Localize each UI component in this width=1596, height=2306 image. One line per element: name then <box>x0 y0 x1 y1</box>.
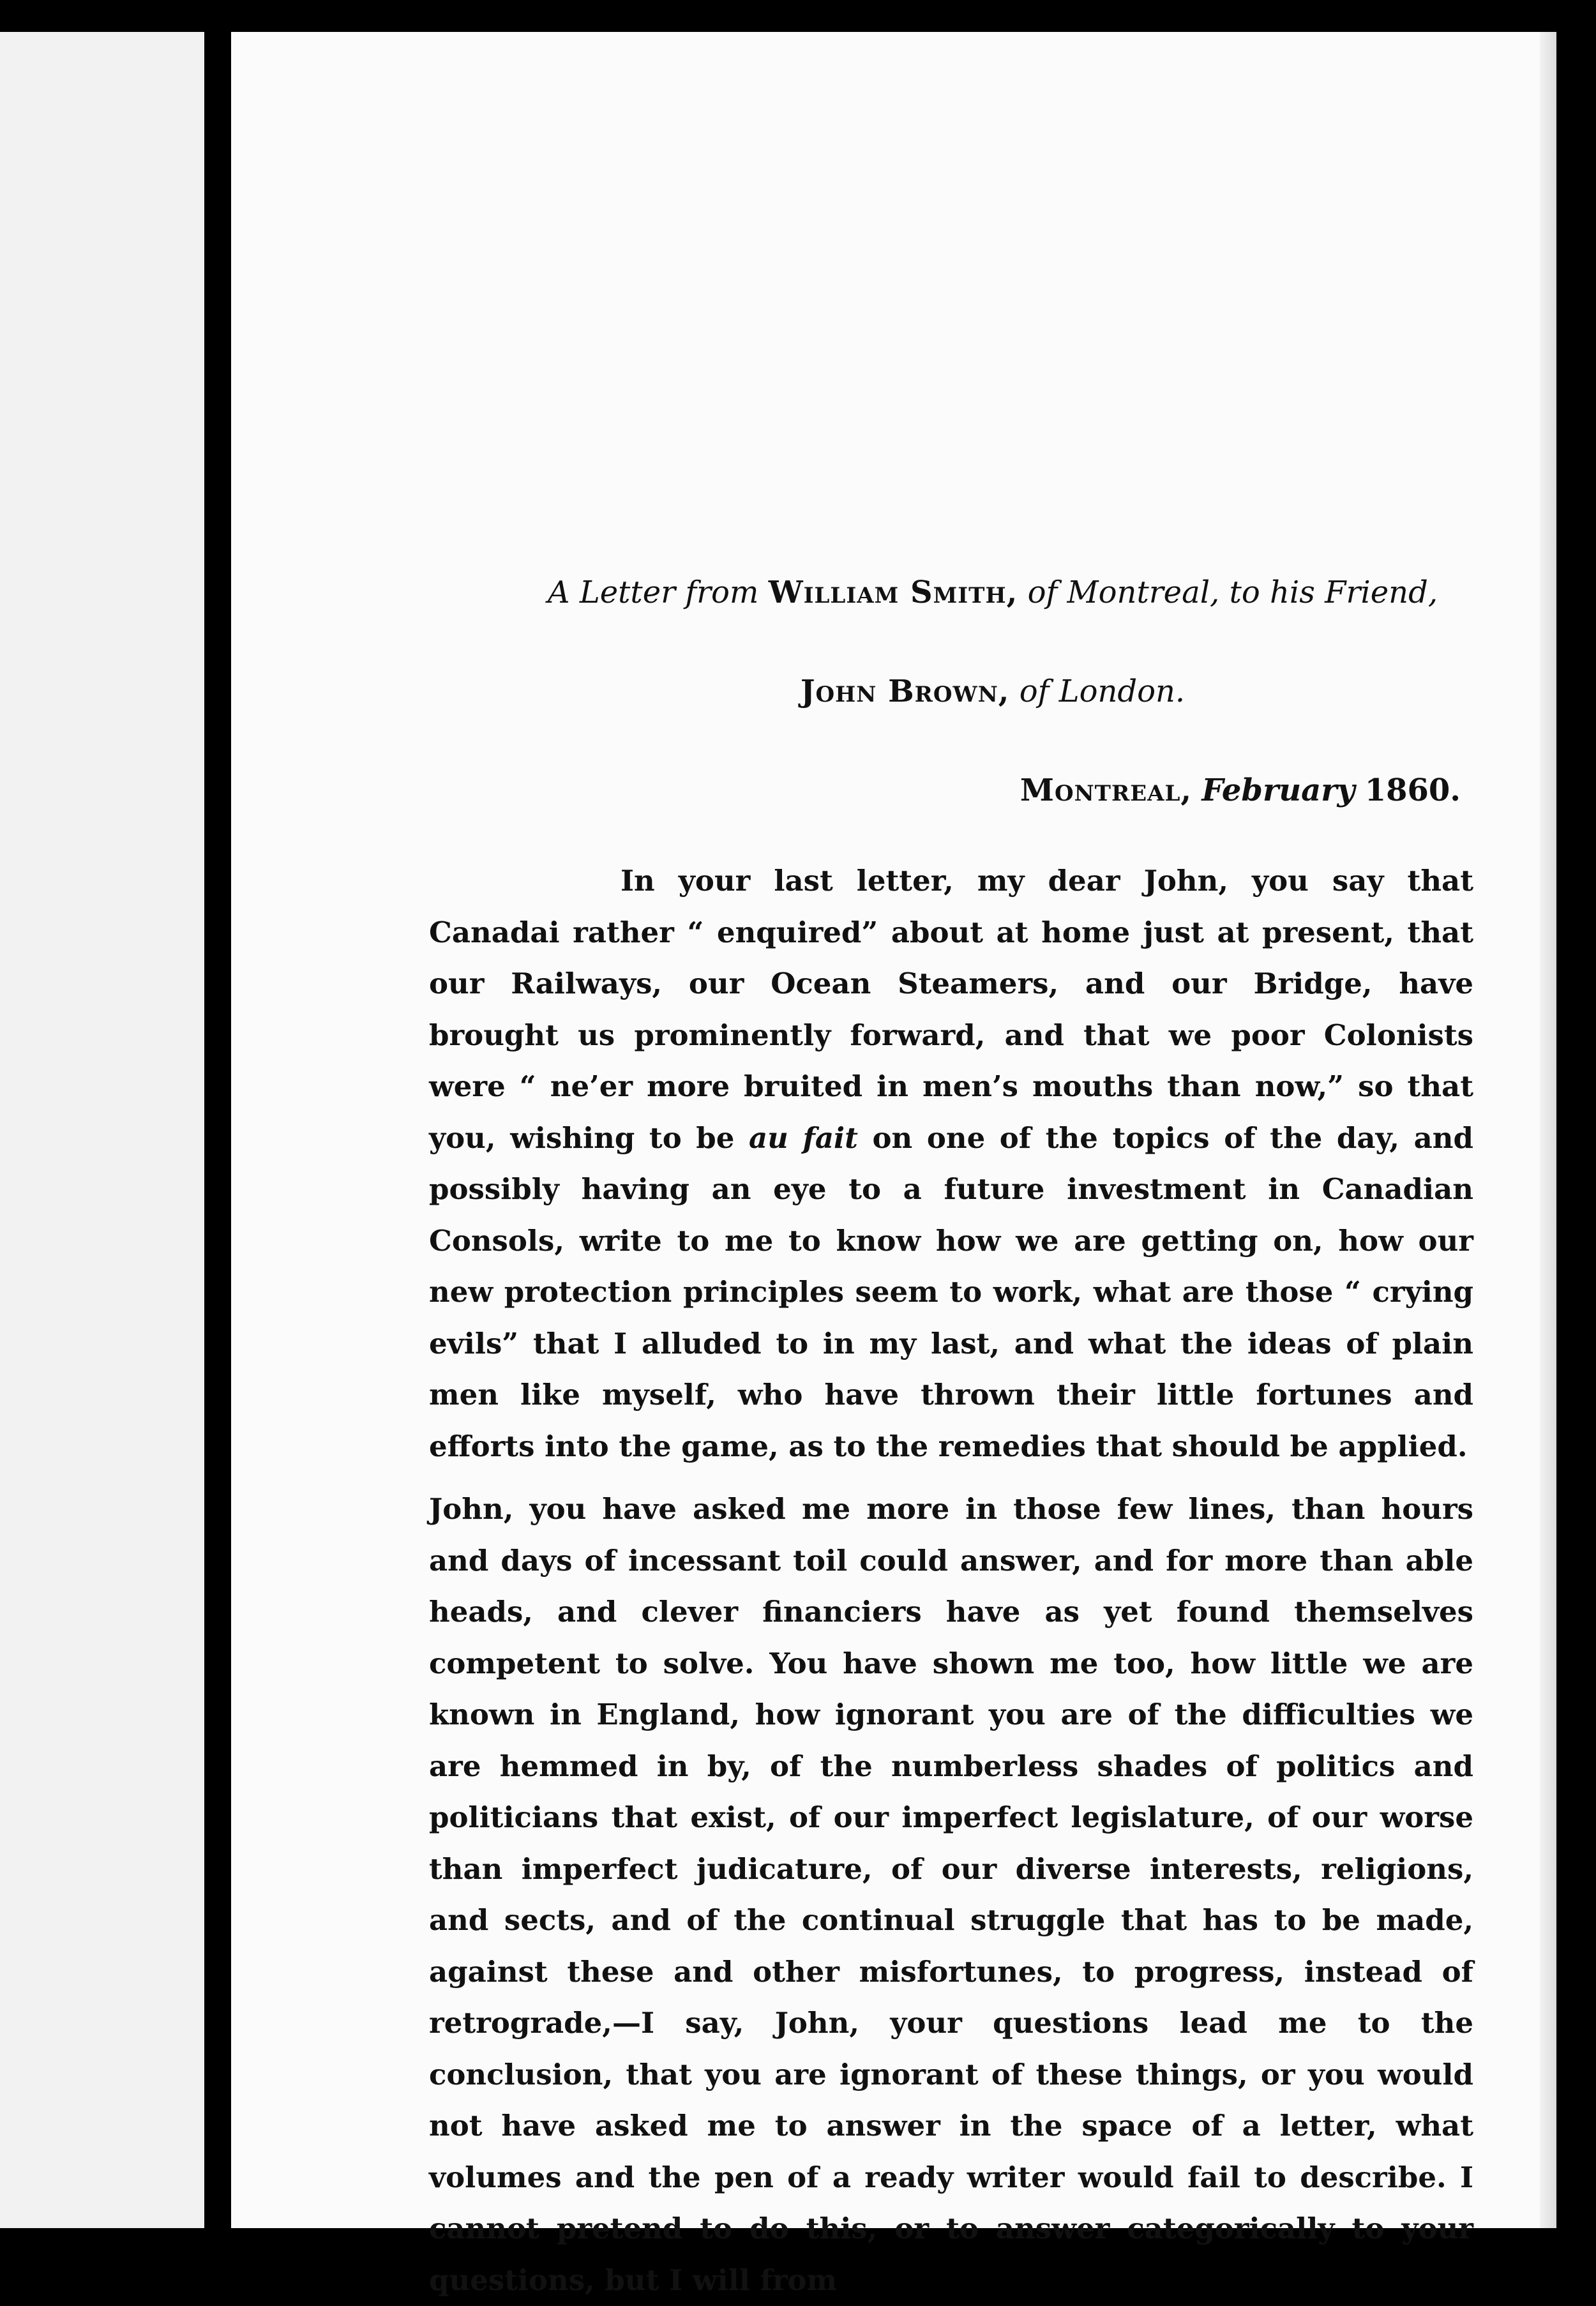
letter-heading-line-2 <box>231 674 1556 709</box>
document-page <box>231 32 1556 2297</box>
paragraph-1 <box>429 855 1473 1472</box>
dateline-place: Montreal, <box>1020 772 1193 808</box>
heading-author: William Smith, <box>768 575 1018 610</box>
letter-body <box>429 855 1473 2306</box>
facing-page-remnant <box>0 32 204 2228</box>
heading-prefix: A Letter from <box>547 575 759 610</box>
letter-heading-line-1 <box>231 575 1556 610</box>
binding-gutter <box>206 0 231 2268</box>
paragraph-1-part-a: In your last letter, my dear John, you say that Canadai rather “ enquired” about at home just at present, that our Railways, our Ocean Steamers, and our Bridge, have brought us prominently forward, and that we poor Colonists were “ ne’er more bruited in men’s mouths than now,” so that you, wishing to be <box>429 864 1473 1155</box>
paragraph-1-part-b: on one of the topics of the day, and possibly having an eye to a future investment in Canadian Consols, write to me to know how we are getting on, how our new protection principles seem to work, what are those “ crying evils” that I alluded to in my last, and what the ideas of plain men like myself, who have thrown their little fortunes and efforts into the game, as to the remedies that should be applied. <box>429 1120 1473 1463</box>
heading-suffix: of Montreal, to his Friend, <box>1027 575 1438 610</box>
page-edge-shadow <box>1540 32 1556 2228</box>
dateline-year: 1860. <box>1364 772 1461 808</box>
dateline-month: February <box>1201 772 1355 808</box>
heading-recipient: John Brown, <box>800 674 1010 709</box>
heading-recipient-suffix: of London. <box>1019 674 1186 709</box>
paragraph-1-italic: au fait <box>749 1120 858 1155</box>
paragraph-2: John, you have asked me more in those few lines, than hours and days of incessant toil could answer, and for more than able heads, and clever financiers have as yet found themselves competent to solve. You have shown me too, how little we are known in England, how ignorant you are of the difficulties we are hemmed in by, of the numberless shades of politics and politicians that exist, of our imperfect legislature, of our worse than imperfect judicature, of our diverse interests, religions, and sects, and of the continual struggle that has to be made, against these and other misfortunes, to progress, instead of retrograde,—I say, John, your questions lead me to the conclusion, that you are ignorant of these things, or you would not have asked me to answer in the space of a letter, what volumes and the pen of a ready writer would fail to describe. I cannot pretend to do this, or to answer categorically to your questions, but I will from <box>429 1492 1473 2297</box>
dateline <box>1020 772 1461 808</box>
